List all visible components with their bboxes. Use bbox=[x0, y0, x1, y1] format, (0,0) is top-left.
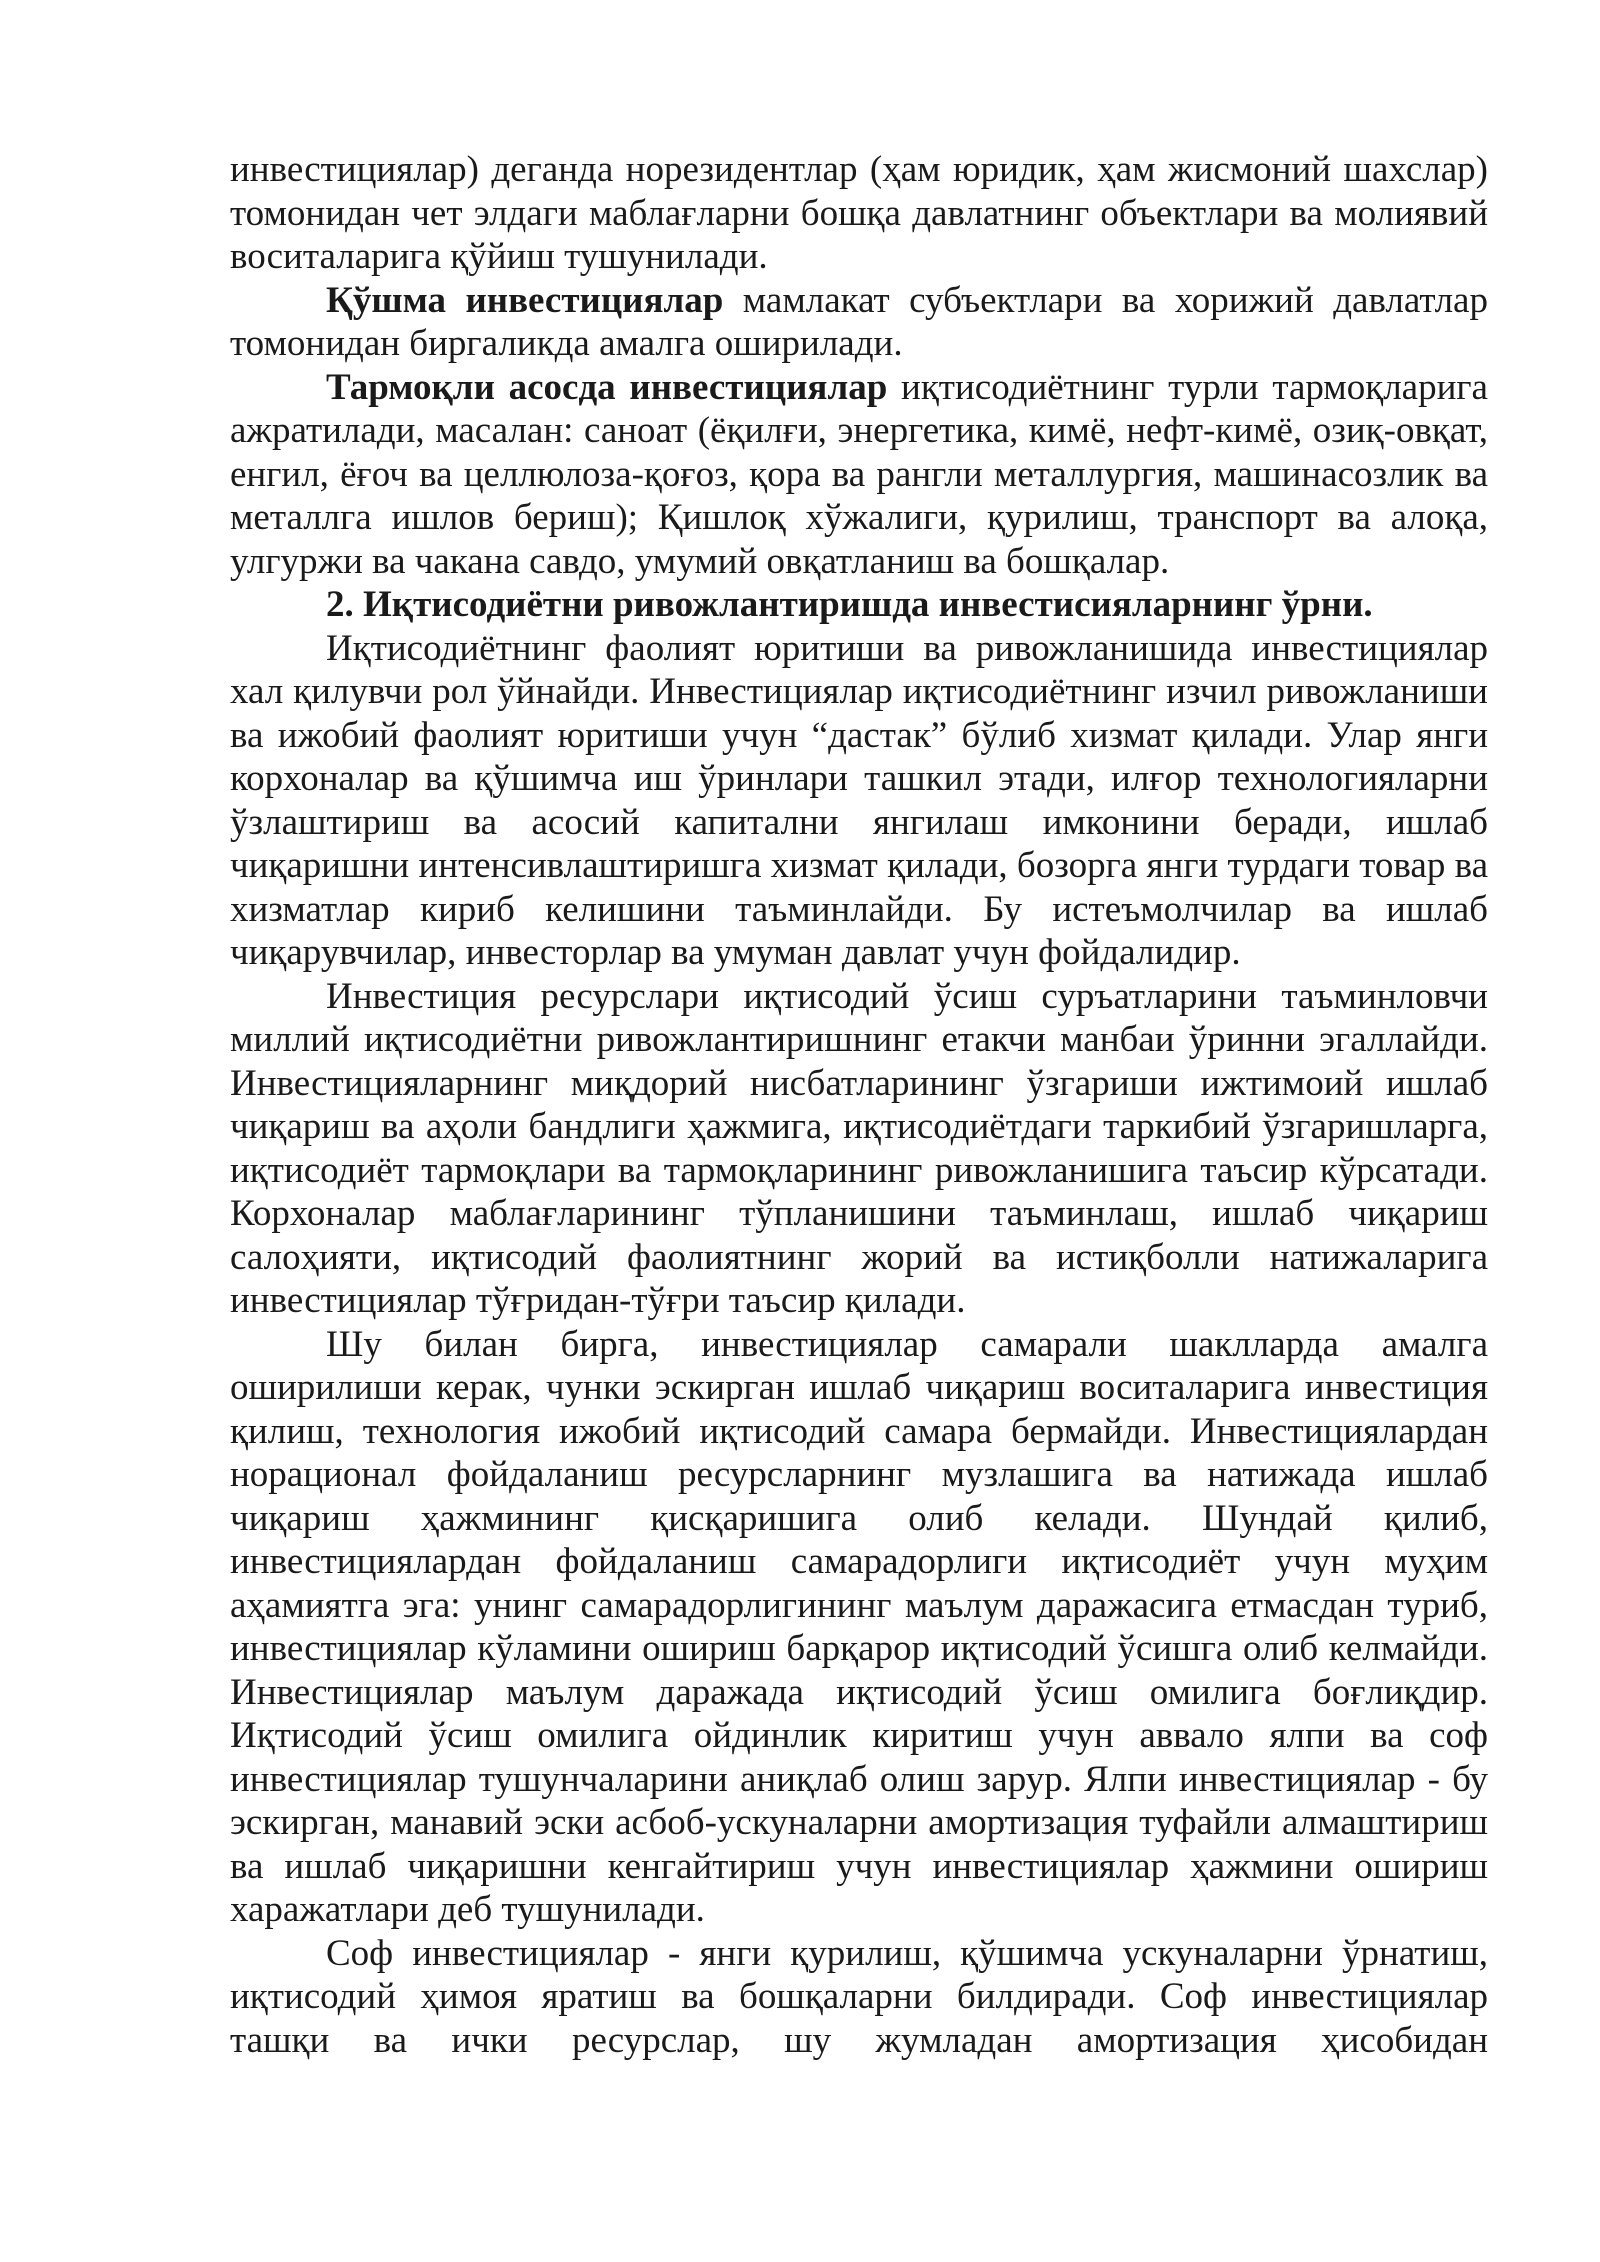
term-sectoral-investments: Тармоқли асосда инвестициялар bbox=[326, 366, 888, 408]
section-heading: 2. Иқтисодиётни ривожлантиришда инвестисияларнинг ўрни. bbox=[326, 584, 1373, 625]
paragraph-6: Шу билан бирга, инвестициялар самарали шаклларда амалга оширилиши керак, чунки эскирган ишлаб чиқариш воситаларига инвестиция қилиш, технология ижобий иқтисодий самара бермайди. Инвестициялардан норационал фойдаланиш ресурсларнинг музлашига ва натижада ишлаб чиқариш ҳажмининг қисқаришига олиб келади. Шундай қилиб, инвестициялардан фойдаланиш самарадорлиги иқтисодиёт учун муҳим аҳамиятга эга: унинг самарадорлигининг маълум даражасига етмасдан туриб, инвестициялар кўламини ошириш барқарор иқтисодий ўсишга олиб келмайди. Инвестициялар маълум даражада иқтисодий ўсиш омилига боғлиқдир. Иқтисодий ўсиш омилига ойдинлик киритиш учун аввало ялпи ва соф инвестициялар тушунчаларини аниқлаб олиш зарур. Ялпи инвестициялар - бу эскирган, манавий эски асбоб-ускуналарни амортизация туфайли алмаштириш ва ишлаб чиқаришни кенгайтириш учун инвестициялар ҳажмини ошириш харажатлари деб тушунилади. bbox=[230, 1323, 1488, 1930]
paragraph-5: Инвестиция ресурслари иқтисодий ўсиш суръатларини таъминловчи миллий иқтисодиётни ривожлантиришнинг етакчи манбаи ўринни эгаллайди. Инвестицияларнинг миқдорий нисбатларининг ўзгариши ижтимоий ишлаб чиқариш ва аҳоли бандлиги ҳажмига, иқтисодиётдаги таркибий ўзгаришларга, иқтисодиёт тармоқлари ва тармоқларининг ривожланишига таъсир кўрсатади. Корхоналар маблағларининг тўпланишини таъминлаш, ишлаб чиқариш салоҳияти, иқтисодий фаолиятнинг жорий ва истиқболли натижаларига инвестициялар тўғридан-тўғри таъсир қилади. bbox=[230, 975, 1488, 1321]
paragraph-joint-investments-text: мамлакат субъектлари ва хорижий давлатлар томонидан биргаликда амалга оширилади. bbox=[230, 279, 1488, 364]
paragraph-1: инвестициялар) деганда норезидентлар (ҳам юридик, ҳам жисмоний шахслар) томонидан чет элдаги маблағларни бошқа давлатнинг объектлари ва молиявий воситаларига қўйиш тушунилади. bbox=[230, 149, 1488, 277]
paragraph-joint-investments bbox=[230, 279, 1488, 366]
term-joint-investments: Қўшма инвестициялар bbox=[326, 279, 724, 321]
paragraph-sectoral-investments-text: иқтисодиётнинг турли тармоқларига ажратилади, масалан: саноат (ёқилғи, энергетика, кимё, нефт-кимё, озиқ-овқат, енгил, ёғоч ва целлюлоза-қоғоз, қора ва рангли металлургия, машинасозлик ва металлга ишлов бериш); Қишлоқ хўжалиги, қурилиш, транспорт ва алоқа, улгуржи ва чакана савдо, умумий овқатланиш ва бошқалар. bbox=[230, 366, 1488, 582]
paragraph-4: Иқтисодиётнинг фаолият юритиши ва ривожланишида инвестициялар хал қилувчи рол ўйнайди. Инвестициялар иқтисодиётнинг изчил ривожланиши ва ижобий фаолият юритиши учун “дастак” бўлиб хизмат қилади. Улар янги корхоналар ва қўшимча иш ўринлари ташкил этади, илғор технологияларни ўзлаштириш ва асосий капитални янгилаш имконини беради, ишлаб чиқаришни интенсивлаштиришга хизмат қилади, бозорга янги турдаги товар ва хизматлар кириб келишини таъминлайди. Бу истеъмолчилар ва ишлаб чиқарувчилар, инвесторлар ва умуман давлат учун фойдалидир. bbox=[230, 627, 1488, 973]
document-page bbox=[230, 148, 1488, 2062]
paragraph-sectoral-investments bbox=[230, 366, 1488, 584]
paragraph-7: Соф инвестициялар - янги қурилиш, қўшимча ускуналарни ўрнатиш, иқтисодий ҳимоя яратиш ва бошқаларни билдиради. Соф инвестициялар ташқи ва ички ресурслар, шу жумладан амортизация ҳисобидан bbox=[230, 1932, 1488, 2061]
